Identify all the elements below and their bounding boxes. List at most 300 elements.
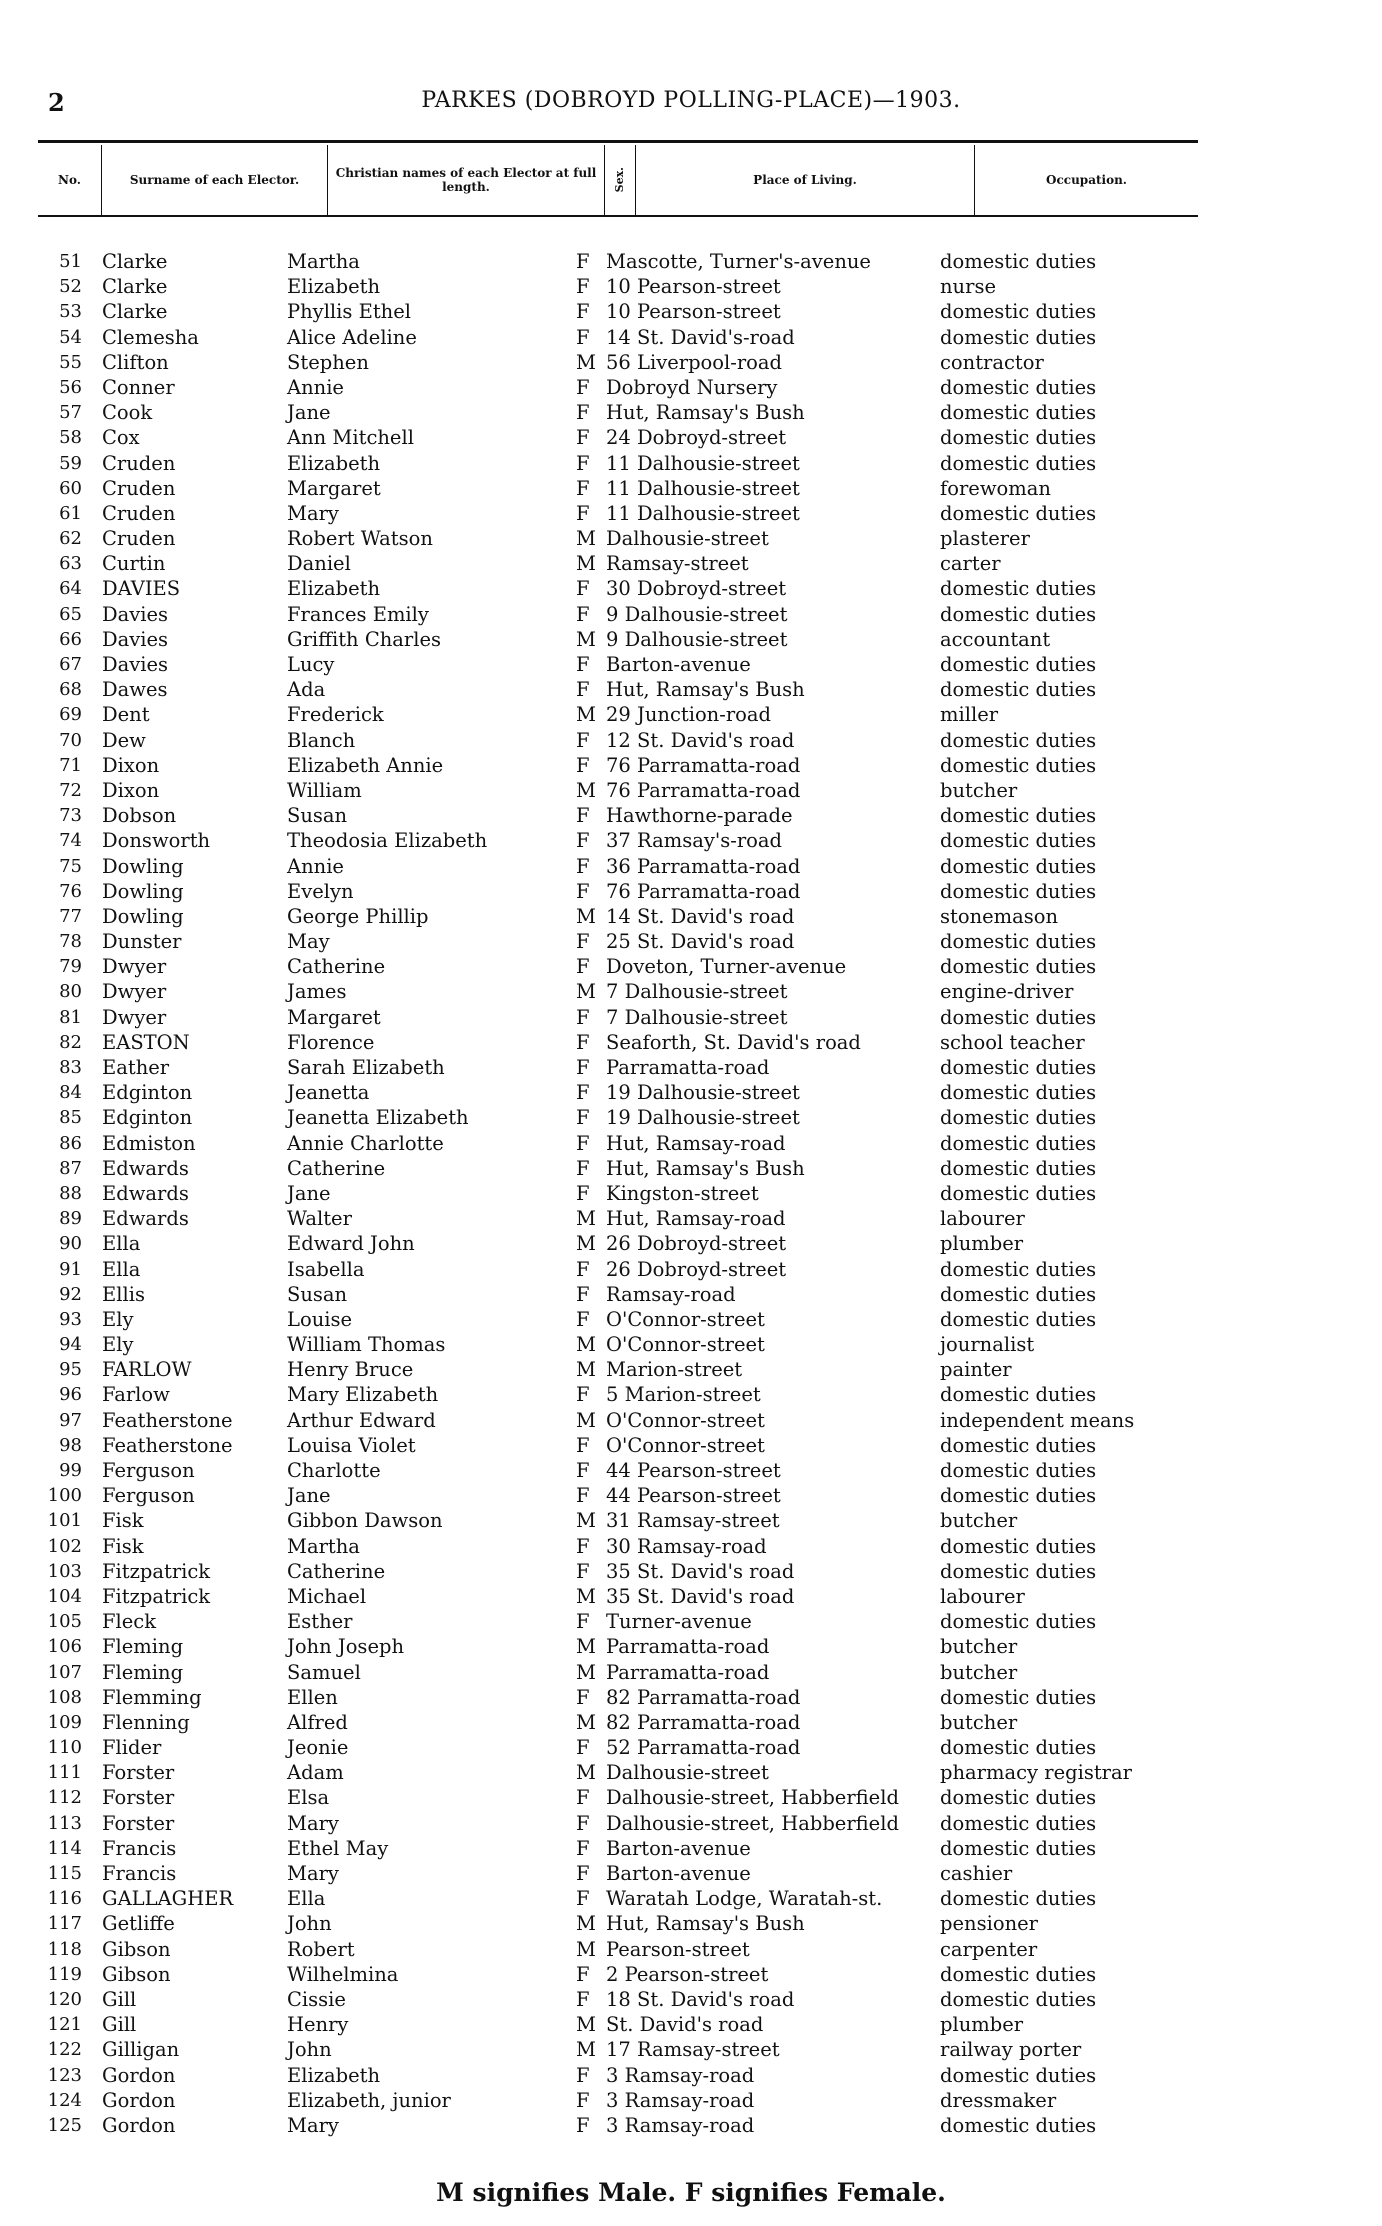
- elector-place-of-living: 82 Parramatta-road: [606, 1710, 801, 1734]
- elector-number: 83: [59, 1057, 82, 1078]
- elector-place-of-living: Hut, Ramsay-road: [606, 1131, 786, 1155]
- elector-place-of-living: Barton-avenue: [606, 653, 751, 676]
- table-row: [0, 904, 1382, 929]
- elector-occupation: domestic duties: [940, 1459, 1097, 1482]
- elector-surname: Flemming: [102, 1685, 202, 1709]
- elector-christian-names: Frederick: [287, 703, 384, 727]
- elector-occupation: domestic duties: [940, 1685, 1097, 1709]
- elector-occupation: domestic duties: [940, 577, 1097, 601]
- elector-surname: Fisk: [102, 1534, 144, 1558]
- elector-place-of-living: Dobroyd Nursery: [606, 375, 778, 399]
- elector-number: 116: [47, 1888, 82, 1910]
- elector-sex: F: [576, 1862, 590, 1885]
- elector-sex: F: [576, 1685, 590, 1709]
- elector-number: 82: [59, 1031, 82, 1053]
- elector-sex: M: [576, 1408, 596, 1432]
- elector-sex: F: [576, 275, 590, 299]
- elector-sex: M: [576, 1635, 596, 1659]
- elector-place-of-living: 24 Dobroyd-street: [606, 426, 787, 450]
- elector-occupation: domestic duties: [940, 1887, 1097, 1911]
- elector-occupation: railway porter: [940, 2038, 1082, 2062]
- elector-number: 122: [47, 2039, 82, 2061]
- elector-sex: F: [576, 804, 590, 828]
- top-rule: [38, 140, 1198, 143]
- table-row: [0, 1030, 1382, 1055]
- elector-occupation: miller: [940, 703, 999, 727]
- table-row: [0, 1433, 1382, 1458]
- elector-occupation: domestic duties: [940, 2063, 1097, 2087]
- elector-christian-names: Mary Elizabeth: [287, 1383, 439, 1407]
- elector-occupation: domestic duties: [940, 1282, 1097, 1306]
- table-row: [0, 2012, 1382, 2037]
- elector-occupation: forewoman: [940, 476, 1051, 500]
- elector-surname: Dwyer: [102, 1005, 167, 1029]
- elector-christian-names: Elizabeth: [287, 275, 381, 299]
- elector-christian-names: May: [287, 930, 330, 954]
- elector-place-of-living: 17 Ramsay-street: [606, 2038, 780, 2062]
- elector-occupation: domestic duties: [940, 1131, 1097, 1155]
- table-row: [0, 728, 1382, 753]
- elector-number: 58: [59, 427, 82, 449]
- elector-sex: M: [576, 1232, 596, 1256]
- elector-place-of-living: 19 Dalhousie-street: [606, 1106, 800, 1130]
- elector-number: 95: [59, 1359, 82, 1381]
- elector-occupation: plumber: [940, 2013, 1024, 2037]
- elector-place-of-living: 36 Parramatta-road: [606, 854, 801, 878]
- elector-number: 77: [59, 905, 82, 927]
- elector-number: 89: [59, 1208, 82, 1230]
- elector-surname: Dew: [102, 728, 146, 752]
- elector-place-of-living: Kingston-street: [606, 1181, 759, 1205]
- elector-number: 98: [59, 1434, 82, 1456]
- elector-surname: Davies: [102, 627, 169, 651]
- elector-surname: Clemesha: [102, 325, 199, 349]
- elector-occupation: domestic duties: [940, 1181, 1097, 1205]
- table-row: [0, 325, 1382, 350]
- elector-occupation: domestic duties: [940, 2113, 1097, 2137]
- elector-number: 119: [47, 1963, 82, 1985]
- elector-occupation: pharmacy registrar: [940, 1761, 1132, 1785]
- elector-occupation: independent means: [940, 1408, 1135, 1432]
- elector-surname: Dwyer: [102, 980, 167, 1004]
- elector-surname: Flenning: [102, 1710, 190, 1734]
- table-row: [0, 274, 1382, 299]
- elector-number: 115: [47, 1863, 82, 1884]
- elector-sex: F: [576, 300, 590, 324]
- elector-occupation: domestic duties: [940, 426, 1097, 450]
- elector-sex: M: [576, 350, 596, 374]
- table-row: [0, 929, 1382, 954]
- elector-christian-names: Henry: [287, 2013, 349, 2037]
- elector-number: 125: [47, 2114, 82, 2136]
- elector-christian-names: Charlotte: [287, 1459, 381, 1482]
- elector-occupation: domestic duties: [940, 1005, 1097, 1029]
- elector-christian-names: Cissie: [287, 1987, 346, 2011]
- elector-occupation: dressmaker: [940, 2088, 1057, 2112]
- elector-place-of-living: 10 Pearson-street: [606, 275, 781, 299]
- elector-occupation: domestic duties: [940, 602, 1097, 626]
- elector-occupation: plasterer: [940, 527, 1030, 551]
- elector-sex: F: [576, 426, 590, 450]
- header-sex: Sex.: [613, 167, 626, 193]
- elector-number: 121: [47, 2014, 82, 2036]
- elector-number: 106: [47, 1636, 82, 1658]
- elector-occupation: domestic duties: [940, 1786, 1097, 1810]
- elector-number: 75: [59, 855, 82, 877]
- elector-occupation: domestic duties: [940, 1257, 1097, 1281]
- elector-surname: Ella: [102, 1232, 141, 1256]
- elector-surname: Gordon: [102, 2088, 176, 2112]
- elector-place-of-living: Hut, Ramsay's Bush: [606, 1912, 805, 1936]
- elector-sex: F: [576, 1383, 590, 1407]
- elector-occupation: butcher: [940, 778, 1018, 802]
- elector-christian-names: Michael: [287, 1584, 367, 1608]
- elector-place-of-living: 14 St. David's-road: [606, 325, 795, 349]
- elector-sex: F: [576, 375, 590, 399]
- elector-place-of-living: 7 Dalhousie-street: [606, 1005, 788, 1029]
- elector-place-of-living: O'Connor-street: [606, 1307, 765, 1331]
- elector-sex: F: [576, 577, 590, 601]
- elector-christian-names: Susan: [287, 804, 348, 828]
- elector-sex: F: [576, 1811, 590, 1835]
- elector-occupation: domestic duties: [940, 1836, 1097, 1860]
- elector-place-of-living: Parramatta-road: [606, 1660, 770, 1684]
- elector-occupation: domestic duties: [940, 1736, 1097, 1760]
- table-row: [0, 1257, 1382, 1282]
- elector-surname: Getliffe: [102, 1912, 175, 1936]
- elector-number: 72: [59, 779, 82, 801]
- elector-christian-names: Jane: [287, 1181, 331, 1205]
- header-no: No.: [58, 173, 81, 187]
- elector-number: 104: [47, 1585, 82, 1607]
- elector-number: 74: [59, 830, 82, 852]
- header-sex-cell: [605, 145, 635, 215]
- elector-place-of-living: Dalhousie-street, Habberfield: [606, 1811, 899, 1835]
- elector-place-of-living: Parramatta-road: [606, 1635, 770, 1659]
- elector-number: 53: [59, 301, 82, 323]
- elector-christian-names: Wilhelmina: [287, 1962, 399, 1986]
- elector-christian-names: Henry Bruce: [287, 1358, 414, 1382]
- elector-place-of-living: Dalhousie-street: [606, 1761, 769, 1785]
- elector-place-of-living: 44 Pearson-street: [606, 1484, 781, 1508]
- elector-surname: Edginton: [102, 1081, 193, 1105]
- elector-occupation: carpenter: [940, 1937, 1038, 1961]
- elector-number: 96: [59, 1384, 82, 1406]
- elector-christian-names: Florence: [287, 1030, 375, 1054]
- elector-christian-names: Walter: [287, 1207, 352, 1231]
- elector-surname: Gordon: [102, 2113, 176, 2137]
- elector-christian-names: Edward John: [287, 1232, 415, 1256]
- elector-sex: M: [576, 703, 596, 727]
- elector-number: 76: [59, 880, 82, 902]
- table-row: [0, 2088, 1382, 2113]
- elector-occupation: domestic duties: [940, 1307, 1097, 1331]
- elector-surname: Conner: [102, 375, 175, 399]
- elector-number: 84: [59, 1082, 82, 1104]
- elector-surname: Farlow: [102, 1383, 170, 1407]
- elector-place-of-living: Mascotte, Turner's-avenue: [606, 250, 871, 273]
- elector-surname: Eather: [102, 1056, 170, 1079]
- elector-place-of-living: Marion-street: [606, 1358, 743, 1382]
- elector-number: 124: [47, 2089, 82, 2111]
- table-row: [0, 1634, 1382, 1659]
- elector-surname: GALLAGHER: [102, 1887, 234, 1911]
- elector-number: 87: [59, 1157, 82, 1179]
- elector-number: 71: [59, 754, 82, 776]
- elector-sex: F: [576, 1786, 590, 1810]
- table-row: [0, 400, 1382, 425]
- elector-christian-names: Annie Charlotte: [287, 1131, 444, 1155]
- elector-number: 111: [47, 1762, 82, 1784]
- elector-occupation: domestic duties: [940, 451, 1097, 475]
- elector-christian-names: John Joseph: [287, 1635, 405, 1659]
- elector-occupation: stonemason: [940, 904, 1059, 928]
- elector-sex: F: [576, 501, 590, 525]
- header-place: Place of Living.: [753, 173, 857, 187]
- elector-place-of-living: 18 St. David's road: [606, 1987, 795, 2011]
- elector-christian-names: Ella: [287, 1887, 326, 1911]
- elector-occupation: cashier: [940, 1862, 1013, 1885]
- elector-place-of-living: Hut, Ramsay's Bush: [606, 678, 805, 702]
- elector-place-of-living: Waratah Lodge, Waratah-st.: [606, 1887, 883, 1911]
- elector-place-of-living: Doveton, Turner-avenue: [606, 955, 847, 979]
- elector-number: 90: [59, 1233, 82, 1255]
- elector-sex: F: [576, 1282, 590, 1306]
- elector-number: 102: [47, 1535, 82, 1557]
- elector-place-of-living: 56 Liverpool-road: [606, 350, 783, 374]
- elector-christian-names: Annie: [287, 375, 344, 399]
- elector-place-of-living: 10 Pearson-street: [606, 300, 781, 324]
- elector-occupation: domestic duties: [940, 501, 1097, 525]
- elector-surname: Fisk: [102, 1509, 144, 1533]
- elector-christian-names: Catherine: [287, 955, 386, 979]
- elector-occupation: domestic duties: [940, 325, 1097, 349]
- table-row: [0, 2063, 1382, 2088]
- elector-place-of-living: Ramsay-street: [606, 552, 749, 576]
- table-row: [0, 1382, 1382, 1407]
- elector-surname: Ferguson: [102, 1459, 195, 1482]
- elector-surname: Fitzpatrick: [102, 1584, 211, 1608]
- elector-sex: M: [576, 1937, 596, 1961]
- elector-sex: M: [576, 2013, 596, 2037]
- elector-place-of-living: Hut, Ramsay's Bush: [606, 401, 805, 425]
- elector-christian-names: Esther: [287, 1610, 353, 1634]
- elector-place-of-living: 31 Ramsay-street: [606, 1509, 780, 1533]
- elector-surname: Davies: [102, 653, 169, 676]
- elector-christian-names: Jeonie: [287, 1736, 349, 1760]
- elector-occupation: painter: [940, 1358, 1012, 1382]
- elector-christian-names: Alice Adeline: [287, 325, 417, 349]
- elector-place-of-living: O'Connor-street: [606, 1433, 765, 1457]
- table-row: [0, 526, 1382, 551]
- elector-place-of-living: 52 Parramatta-road: [606, 1736, 801, 1760]
- elector-place-of-living: 25 St. David's road: [606, 930, 795, 954]
- table-row: [0, 425, 1382, 450]
- elector-christian-names: Elsa: [287, 1786, 330, 1810]
- elector-occupation: domestic duties: [940, 1484, 1097, 1508]
- elector-occupation: domestic duties: [940, 804, 1097, 828]
- header-occupation: Occupation.: [1046, 173, 1127, 187]
- table-row: [0, 1710, 1382, 1735]
- elector-christian-names: Louisa Violet: [287, 1433, 416, 1457]
- elector-place-of-living: 26 Dobroyd-street: [606, 1232, 787, 1256]
- elector-surname: Ella: [102, 1257, 141, 1281]
- table-row: [0, 1231, 1382, 1256]
- elector-sex: F: [576, 325, 590, 349]
- elector-place-of-living: 26 Dobroyd-street: [606, 1257, 787, 1281]
- elector-occupation: domestic duties: [940, 1081, 1097, 1105]
- elector-christian-names: Elizabeth: [287, 451, 381, 475]
- elector-sex: F: [576, 1257, 590, 1281]
- elector-place-of-living: 3 Ramsay-road: [606, 2063, 755, 2087]
- table-row: [0, 1836, 1382, 1861]
- elector-surname: Dwyer: [102, 955, 167, 979]
- table-row: [0, 501, 1382, 526]
- elector-place-of-living: 76 Parramatta-road: [606, 879, 801, 903]
- elector-number: 79: [59, 956, 82, 978]
- elector-sex: F: [576, 1887, 590, 1911]
- elector-place-of-living: Dalhousie-street, Habberfield: [606, 1786, 899, 1810]
- elector-occupation: butcher: [940, 1509, 1018, 1533]
- elector-surname: Curtin: [102, 552, 166, 576]
- elector-sex: F: [576, 879, 590, 903]
- elector-occupation: domestic duties: [940, 753, 1097, 777]
- elector-place-of-living: 35 St. David's road: [606, 1584, 795, 1608]
- elector-surname: Featherstone: [102, 1408, 233, 1432]
- table-row: [0, 1861, 1382, 1886]
- elector-christian-names: William Thomas: [287, 1333, 446, 1357]
- elector-sex: F: [576, 1030, 590, 1054]
- elector-place-of-living: St. David's road: [606, 2013, 764, 2037]
- elector-sex: F: [576, 728, 590, 752]
- elector-sex: M: [576, 1584, 596, 1608]
- elector-number: 120: [47, 1988, 82, 2010]
- elector-occupation: labourer: [940, 1207, 1025, 1231]
- table-row: [0, 2113, 1382, 2138]
- elector-surname: Clarke: [102, 300, 168, 324]
- electors-table-body: [0, 249, 1382, 2138]
- elector-christian-names: Mary: [287, 2113, 339, 2137]
- elector-sex: F: [576, 1836, 590, 1860]
- elector-surname: Ely: [102, 1307, 134, 1331]
- table-row: [0, 828, 1382, 853]
- elector-occupation: domestic duties: [940, 250, 1097, 273]
- elector-place-of-living: Hut, Ramsay's Bush: [606, 1156, 805, 1180]
- elector-sex: F: [576, 2088, 590, 2112]
- elector-christian-names: Alfred: [287, 1710, 348, 1734]
- elector-christian-names: Louise: [287, 1307, 353, 1331]
- table-row: [0, 1307, 1382, 1332]
- table-row: [0, 778, 1382, 803]
- elector-christian-names: John: [287, 1912, 332, 1936]
- header-christian-names: Christian names of each Elector at full length.: [335, 166, 597, 194]
- elector-place-of-living: Hawthorne-parade: [606, 804, 793, 828]
- elector-christian-names: Griffith Charles: [287, 627, 442, 651]
- elector-number: 103: [47, 1560, 82, 1582]
- table-row: [0, 1735, 1382, 1760]
- elector-number: 57: [59, 402, 82, 424]
- elector-christian-names: Ada: [287, 678, 326, 702]
- elector-sex: F: [576, 1534, 590, 1558]
- elector-occupation: butcher: [940, 1635, 1018, 1659]
- header-surname: Surname of each Elector.: [129, 173, 300, 187]
- elector-place-of-living: 9 Dalhousie-street: [606, 602, 788, 626]
- elector-surname: Gill: [102, 1987, 137, 2011]
- elector-place-of-living: Ramsay-road: [606, 1282, 736, 1306]
- elector-place-of-living: 76 Parramatta-road: [606, 778, 801, 802]
- table-row: [0, 1609, 1382, 1634]
- elector-number: 101: [47, 1510, 82, 1532]
- elector-surname: Fleck: [102, 1610, 157, 1634]
- elector-sex: F: [576, 930, 590, 954]
- elector-sex: F: [576, 955, 590, 979]
- elector-place-of-living: 14 St. David's road: [606, 904, 795, 928]
- elector-surname: Clifton: [102, 350, 169, 374]
- table-row: [0, 1987, 1382, 2012]
- table-row: [0, 1760, 1382, 1785]
- elector-place-of-living: Parramatta-road: [606, 1056, 770, 1079]
- elector-place-of-living: 11 Dalhousie-street: [606, 501, 800, 525]
- elector-christian-names: Mary: [287, 501, 339, 525]
- elector-number: 81: [59, 1006, 82, 1028]
- elector-surname: Clarke: [102, 250, 168, 273]
- elector-number: 100: [47, 1485, 82, 1507]
- elector-number: 92: [59, 1283, 82, 1305]
- elector-number: 105: [47, 1611, 82, 1633]
- elector-place-of-living: 35 St. David's road: [606, 1559, 795, 1583]
- elector-sex: F: [576, 2113, 590, 2137]
- elector-place-of-living: Barton-avenue: [606, 1836, 751, 1860]
- elector-occupation: engine-driver: [940, 980, 1074, 1004]
- elector-surname: Forster: [102, 1786, 175, 1810]
- elector-surname: Cox: [102, 426, 140, 450]
- elector-number: 63: [59, 553, 82, 575]
- elector-sex: F: [576, 829, 590, 853]
- table-row: [0, 1508, 1382, 1533]
- elector-number: 62: [59, 528, 82, 550]
- elector-christian-names: Jane: [287, 401, 331, 425]
- table-row: [0, 1785, 1382, 1810]
- elector-surname: Ellis: [102, 1282, 145, 1306]
- elector-christian-names: Blanch: [287, 728, 356, 752]
- table-row: [0, 1559, 1382, 1584]
- table-row: [0, 1332, 1382, 1357]
- table-row: [0, 1811, 1382, 1836]
- elector-christian-names: Ethel May: [287, 1836, 389, 1860]
- table-row: [0, 299, 1382, 324]
- elector-christian-names: Adam: [287, 1761, 344, 1785]
- elector-occupation: domestic duties: [940, 829, 1097, 853]
- table-row: [0, 854, 1382, 879]
- table-row: [0, 476, 1382, 501]
- table-row: [0, 1408, 1382, 1433]
- elector-surname: Davies: [102, 602, 169, 626]
- elector-sex: F: [576, 854, 590, 878]
- elector-christian-names: Margaret: [287, 1005, 381, 1029]
- elector-surname: Edwards: [102, 1156, 189, 1180]
- elector-sex: F: [576, 1181, 590, 1205]
- elector-occupation: domestic duties: [940, 1811, 1097, 1835]
- elector-surname: Gilligan: [102, 2038, 180, 2062]
- elector-place-of-living: Dalhousie-street: [606, 527, 769, 551]
- elector-surname: Dowling: [102, 854, 184, 878]
- elector-place-of-living: 11 Dalhousie-street: [606, 451, 800, 475]
- elector-occupation: pensioner: [940, 1912, 1038, 1936]
- elector-occupation: labourer: [940, 1584, 1025, 1608]
- elector-sex: M: [576, 1333, 596, 1357]
- elector-occupation: domestic duties: [940, 955, 1097, 979]
- elector-place-of-living: 44 Pearson-street: [606, 1459, 781, 1482]
